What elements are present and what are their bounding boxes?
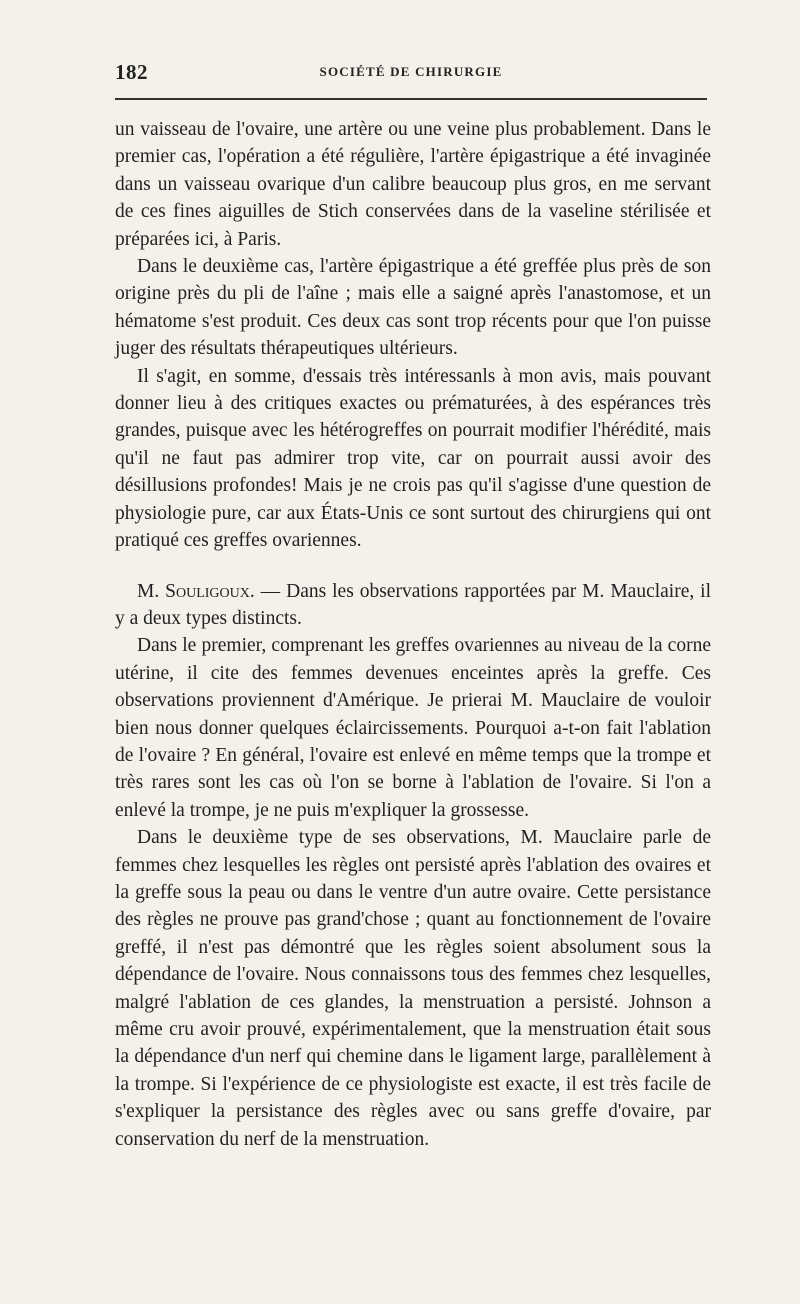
speaker-remark: — Dans les observations rapportées par M. Mauclaire, il y a deux types distincts. <box>115 580 712 629</box>
paragraph-first-type: Dans le premier, comprenant les greffes ovariennes au niveau de la corne utérine, il cite des femmes devenues enceintes après la greffe. Ces observations proviennent d'Amérique. Je prierai M. Mauclaire de vouloir bien nous donner quelques éclaircissements. Pourquoi a-t-on fait l'ablation de l'ovaire ? En général, l'ovaire est enlevé en même temps que la trompe et très rares sont les cas où l'on se borne à l'ablation de l'ovaire. Si l'on a enlevé la trompe, je ne puis m'expliquer la grossesse. <box>115 635 711 821</box>
page-number: 182 <box>115 60 148 84</box>
page-header <box>115 60 707 86</box>
body-text <box>115 116 711 1153</box>
speaker-name: M. Souligoux. <box>137 580 255 602</box>
paragraph-summary: Il s'agit, en somme, d'essais très intéressanls à mon avis, mais pouvant donner lieu à des critiques exactes ou prématurées, à des espérances très grandes, puisque avec les hétérogreffes on pourrait modifier l'hérédité, mais qu'il ne faut pas admirer trop vite, car on pourrait aussi avoir des désillusions profondes! Mais je ne crois pas qu'il s'agisse d'une question de physiologie pure, car aux États-Unis ce sont surtout des chirurgiens qui ont pratiqué ces greffes ovariennes. <box>115 365 711 552</box>
header-rule <box>115 98 707 100</box>
paragraph-second-case: Dans le deuxième cas, l'artère épigastrique a été greffée plus près de son origine près du pli de l'aîne ; mais elle a saigné après l'anastomose, et un hématome s'est produit. Ces deux cas sont trop récents pour que l'on puisse juger des résultats thérapeutiques ultérieurs. <box>115 256 711 360</box>
paragraph-souligoux <box>115 578 711 633</box>
paragraph-continuation: un vaisseau de l'ovaire, une artère ou une veine plus probablement. Dans le premier cas, l'opération a été régulière, l'artère épigastrique a été invaginée dans un vaisseau ovarique d'un calibre beaucoup plus gros, en me servant de ces fines aiguilles de Stich conservées dans de la vaseline stérilisée et préparées ici, à Paris. <box>115 119 711 250</box>
running-title: SOCIÉTÉ DE CHIRURGIE <box>319 64 503 79</box>
paragraph-second-type: Dans le deuxième type de ses observations, M. Mauclaire parle de femmes chez lesquelles les règles ont persisté après l'ablation des ovaires et la greffe sous la peau ou dans le ventre d'un autre ovaire. Cette persistance des règles ne prouve pas grand'chose ; quant au fonctionnement de l'ovaire greffé, il n'est pas démontré que les règles soient absolument sous la dépendance de l'ovaire. Nous connaissons tous des femmes chez lesquelles, malgré l'ablation de ces glandes, la menstruation a persisté. Johnson a même cru avoir prouvé, expérimentalement, que la menstruation était sous la dépendance d'un nerf qui chemine dans le ligament large, parallèlement à la trompe. Si l'expérience de ce physiologiste est exacte, il est très facile de s'expliquer la persistance des règles avec ou sans greffe d'ovaire, par conservation du nerf de la menstruation. <box>115 827 711 1150</box>
